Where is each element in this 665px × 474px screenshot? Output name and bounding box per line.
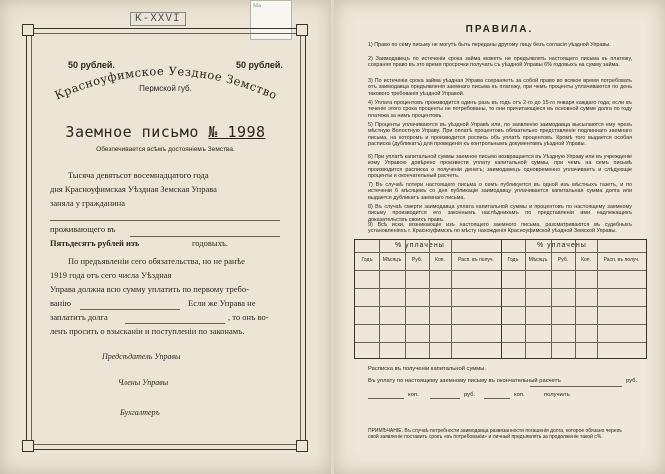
rule-item: 1) Право по сему письму не могутъ быть переданы другому лицу безъ согласiя уѣздной Управы.: [368, 42, 611, 48]
kop-label-2: коп.: [514, 392, 525, 398]
signature-members: Члены Управы: [118, 378, 169, 387]
body-line: Управа должна всю сумму уплатить по первому требо-: [50, 284, 249, 294]
signature-accountant: Бухгалтеръ: [120, 408, 160, 417]
blank-line: [50, 220, 280, 221]
rule-item: 6) При уплатѣ капитальной суммы заемное письмо возвращается въ Уѣздную Управу или въ учрежденiе кому Управою довѣрено произвести уплату капитальной суммы, при чемъ на семъ письмѣ производится расписка о полученiи денегъ; заимодавецъ одновременно уплачиваетъ и слѣдующiе проценты и окончательный расчетъ.: [368, 154, 632, 180]
final-payment-line: Въ уплату по настоящему заемному письму въ окончательный расчетъ: [368, 378, 561, 384]
document-title-prefix: Заемное письмо: [65, 123, 199, 141]
column-header: Расп. въ получ.: [603, 257, 640, 263]
amount-right: 50 рублей.: [236, 60, 283, 70]
footnote: ПРИМѢЧАНIЕ. Въ случаѣ потребности заимодавца развязанности погашенiя долга, которое обязано черезъ свой заявленiе поставить срокъ «въ потребованiи» и личный предъявлять за продолженiе такой с%.: [368, 428, 622, 440]
column-header: Руб.: [557, 257, 569, 263]
archive-mark: K-XXVI: [130, 12, 186, 26]
rule-item: 4) Уплата процентовъ производится одинъ разъ въ годъ отъ 2-го до 15-го января каждаго года; если въ теченiе этого срока проценты не потребованы, то они причитающiеся въ основной сумме долга по году платежа за нимъ процентовъ.: [368, 100, 632, 119]
issuer-arc-title: [24, 48, 308, 118]
column-header: Годъ: [507, 257, 519, 263]
capital-receipt-heading: Расписка въ полученiи капитальной суммы.: [368, 366, 487, 372]
column-header: Мѣсяцъ: [528, 257, 548, 263]
tag-text: Ма: [253, 3, 262, 9]
column-header: Коп.: [581, 257, 591, 263]
corner-ornament-bottom-left: [22, 440, 34, 452]
table-caption-right: % уплачены: [537, 242, 587, 249]
body-line: , то онъ во-: [228, 312, 269, 322]
blank-line: [80, 309, 180, 310]
blank-line: [530, 386, 622, 387]
body-line: 1919 года отъ сего числа Уѣздная: [50, 270, 172, 280]
blank-line: [130, 236, 280, 237]
body-line: Если же Управа не: [188, 298, 256, 308]
body-line: ленъ просить о взысканiи и поступленiи по законамъ.: [50, 326, 245, 336]
body-line: заняла у гражданина: [50, 198, 126, 208]
body-line: проживающего въ: [50, 224, 116, 234]
body-line: годовыхъ.: [192, 238, 229, 248]
rule-item: 5) Проценты уплачиваются въ уѣздной Управѣ или, по заявленiю заимодавца высылаются ему чрезъ мѣстную Волостную Управу. При оплатѣ процентовъ обязательно представленiе подлиннаго заемнаго письма, на которомъ и производится роспись объ уплатѣ процентовъ. Кромѣ того выдается особая расписка (дубликатъ) для проведенiя къ контрольнымъ документамъ уѣздной Управы.: [368, 122, 632, 148]
column-header: Мѣсяцъ: [382, 257, 402, 263]
rub-label: руб.: [626, 378, 638, 384]
body-line: ванiю: [50, 298, 71, 308]
body-line-amount: Пятьдесятъ рублей изъ: [50, 238, 140, 248]
kop-label: коп.: [408, 392, 419, 398]
interest-payment-table: [354, 239, 647, 359]
rule-item: 3) По истеченiи срока займа уѣздная Управа сохраняетъ за собой право во всякое время потребовать отъ заимодавца предъявленiя заемнаго письма къ платежу, при чемъ проценты уплачиваются по день такового требованiя уѣздной Управой.: [368, 78, 632, 97]
rule-item: 7) Въ случаѣ потери настоящего письма о семъ публикуется въ одной изъ мѣстныхъ газетъ, и по истеченiи 6 мѣсяцевъ со дня публикацiи заимодавцу уплачивается капитальная сумма долга или выдается дубликатъ заемнаго письма.: [368, 182, 632, 201]
blank-line: [430, 398, 460, 399]
corner-ornament-top-left: [22, 24, 34, 36]
secured-by: Обезпечивается всѣмъ достоянiемъ Земства.: [96, 146, 235, 153]
body-line: Тысяча девятьсот восемнадцатого года: [68, 170, 209, 180]
corner-ornament-bottom-right: [296, 440, 308, 452]
column-header: Годъ: [361, 257, 373, 263]
issuer-arc-text: Красноуфимское Уездное Земство: [52, 63, 280, 103]
column-header: Руб.: [411, 257, 423, 263]
body-line: По предъявленiи сего обязательства, но не ранѣе: [68, 256, 245, 266]
blank-line: [125, 323, 225, 324]
column-header: Расп. въ получ.: [458, 257, 494, 263]
rub-label-2: руб.: [464, 392, 476, 398]
column-header: Коп.: [435, 257, 445, 263]
table-caption-left: % уплачены: [395, 242, 445, 249]
amount-left: 50 рублей.: [68, 60, 115, 70]
body-line: заплатитъ долга: [50, 312, 108, 322]
loan-letter-front: [0, 0, 331, 474]
document-title: [0, 123, 331, 141]
rules-title: ПРАВИЛА.: [465, 24, 534, 35]
document-number: № 1998: [208, 123, 266, 141]
blank-line: [484, 398, 510, 399]
loan-letter-back: [334, 0, 665, 474]
rule-item: 2) Заимодавецъ по истеченiи срока займа можетъ не предъявлять настоящего письма къ платежу, сохраняя право въ это время просрочки получать съ уѣздной Управы 6% годовыхъ на сумму займа.: [368, 56, 632, 69]
rule-item: 9) Всѣ иски, возникающiе изъ настоящего заемного письма, разсматриваются въ судебныхъ установленiяхъ г. Красноуфимскъ по мѣсту нахожденiя Красноуфимской уѣздной Земской Управы.: [368, 222, 632, 235]
body-line: дня Красноуфимская Уѣздная Земская Управа: [50, 184, 217, 194]
signature-chairman: Предсѣдатель Управы: [102, 352, 181, 361]
rule-item: 8) Въ случаѣ смерти заимодавца уплата капитальной суммы и процентовъ по настоящему заемному письму производится его законнымъ наслѣдникамъ по представленiи ими надлежащихъ доказательствъ своихъ правъ.: [368, 204, 632, 223]
received-label: получилъ: [544, 392, 570, 398]
province: Пермской губ.: [139, 84, 192, 93]
corner-ornament-top-right: [296, 24, 308, 36]
blank-line: [368, 398, 404, 399]
